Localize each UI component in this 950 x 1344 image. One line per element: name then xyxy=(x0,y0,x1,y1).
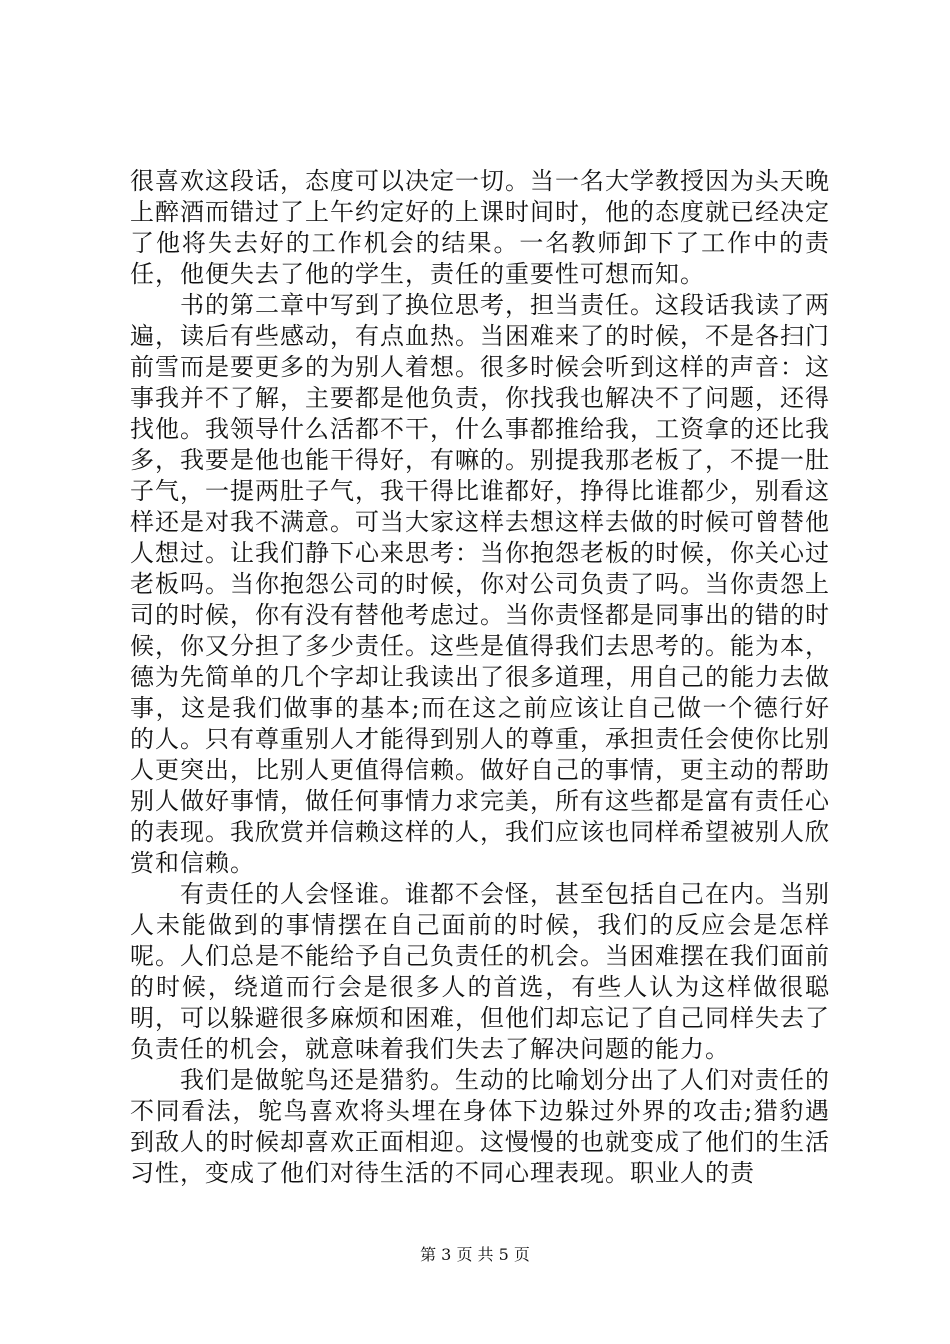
paragraph-2: 书的第二章中写到了换位思考，担当责任。这段话我读了两遍，读后有些感动，有点血热。当困难来了的时候，不是各扫门前雪而是要更多的为别人着想。很多时候会听到这样的声音：这事我并不了解，主要都是他负责，你找我也解决不了问题，还得找他。我领导什么活都不干，什么事都推给我，工资拿的还比我多，我要是他也能干得好，有嘛的。别提我那老板了，不提一肚子气，一提两肚子气，我干得比谁都好，挣得比谁都少，别看这样还是对我不满意。可当大家这样去想这样去做的时候可曾替他人想过。让我们静下心来思考：当你抱怨老板的时候，你关心过老板吗。当你抱怨公司的时候，你对公司负责了吗。当你责怨上司的时候，你有没有替他考虑过。当你责怪都是同事出的错的时候，你又分担了多少责任。这些是值得我们去思考的。能为本，德为先简单的几个字却让我读出了很多道理，用自己的能力去做事，这是我们做事的基本;而在这之前应该让自己做一个德行好的人。只有尊重别人才能得到别人的尊重，承担责任会使你比别人更突出，比别人更值得信赖。做好自己的事情，更主动的帮助别人做好事情，做任何事情力求完美，所有这些都是富有责任心的表现。我欣赏并信赖这样的人，我们应该也同样希望被别人欣赏和信赖。 xyxy=(130,291,830,877)
body-text xyxy=(130,166,830,1189)
paragraph-4: 我们是做鸵鸟还是猎豹。生动的比喻划分出了人们对责任的不同看法，鸵鸟喜欢将头埋在身体下边躲过外界的攻击;猎豹遇到敌人的时候却喜欢正面相迎。这慢慢的也就变成了他们的生活习性，变成了他们对待生活的不同心理表现。职业人的责 xyxy=(130,1066,830,1187)
paragraph-3: 有责任的人会怪谁。谁都不会怪，甚至包括自己在内。当别人未能做到的事情摆在自己面前的时候，我们的反应会是怎样呢。人们总是不能给予自己负责任的机会。当困难摆在我们面前的时候，绕道而行会是很多人的首选，有些人认为这样做很聪明，可以躲避很多麻烦和困难，但他们却忘记了自己同样失去了负责任的机会，就意味着我们失去了解决问题的能力。 xyxy=(130,880,830,1063)
paragraph-1: 很喜欢这段话，态度可以决定一切。当一名大学教授因为头天晚上醉酒而错过了上午约定好的上课时间时，他的态度就已经决定了他将失去好的工作机会的结果。一名教师卸下了工作中的责任，他便失去了他的学生，责任的重要性可想而知。 xyxy=(130,167,830,288)
page-footer: 第 3 页 共 5 页 xyxy=(420,1245,530,1264)
